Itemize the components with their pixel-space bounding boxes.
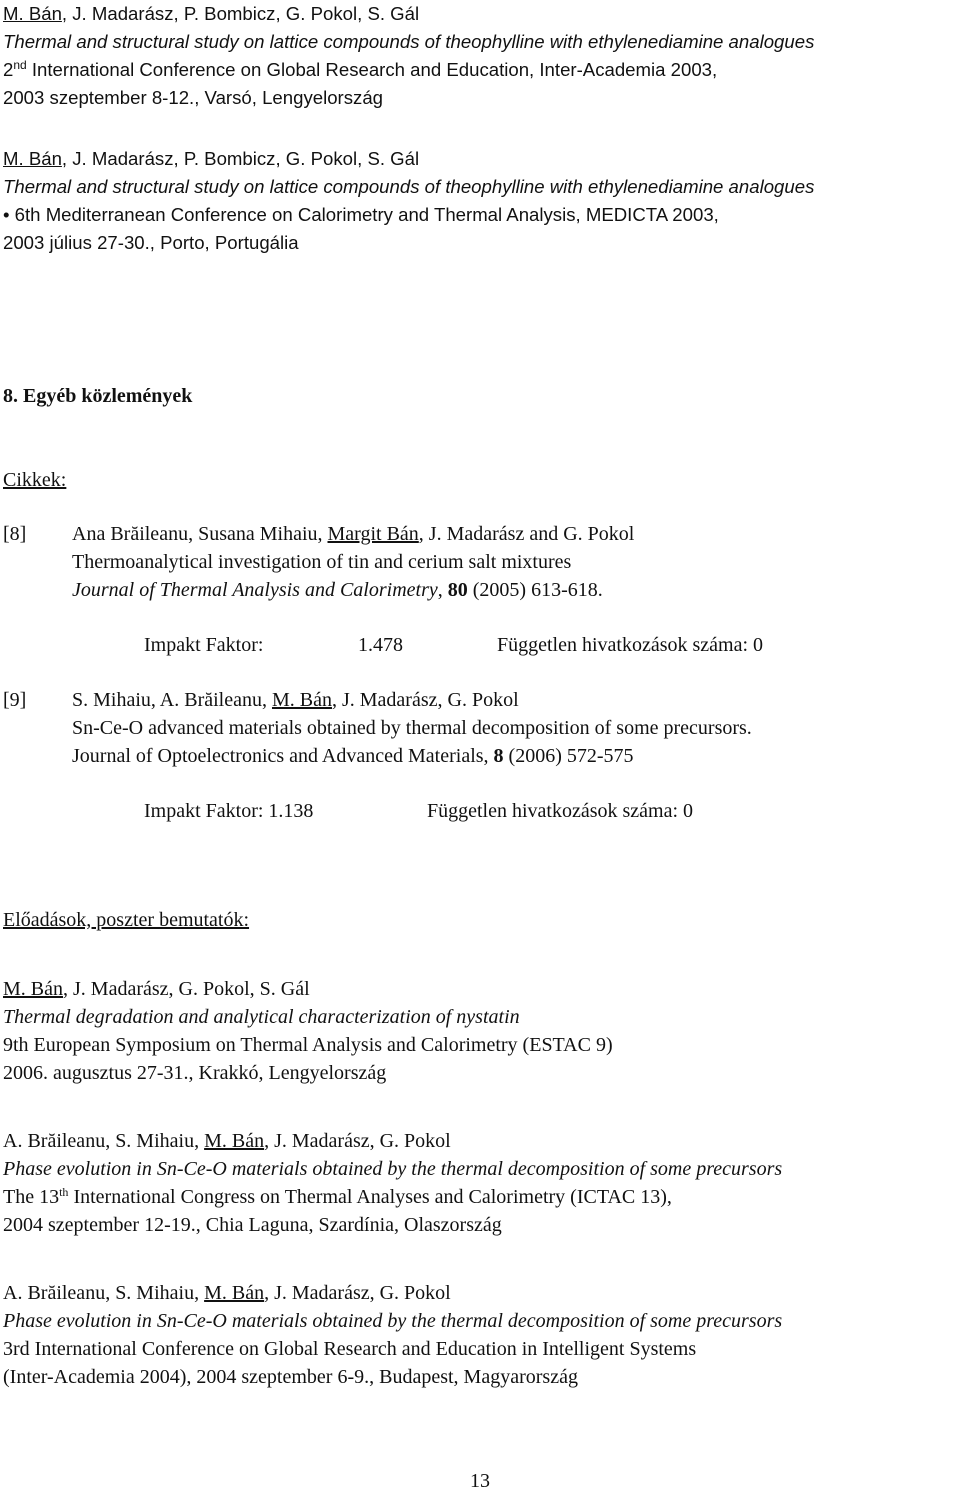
presentation-title: Phase evolution in Sn-Ce-O materials obtained by the thermal decomposition of some precursors [3, 1158, 783, 1180]
article-number: [8] [3, 523, 27, 545]
presentation-venue: 9th European Symposium on Thermal Analysis and Calorimetry (ESTAC 9) [3, 1034, 613, 1056]
presentation-date: (Inter-Academia 2004), 2004 szeptember 6-9., Budapest, Magyarország [3, 1366, 578, 1388]
article-title: Sn-Ce-O advanced materials obtained by thermal decomposition of some precursors. [72, 717, 752, 739]
section-heading: 8. Egyéb közlemények [3, 385, 193, 407]
presentation-title: Phase evolution in Sn-Ce-O materials obtained by the thermal decomposition of some precursors [3, 1310, 783, 1332]
entry-venue: • 6th Mediterranean Conference on Calorimetry and Thermal Analysis, MEDICTA 2003, [3, 204, 719, 225]
articles-heading: Cikkek: [3, 469, 67, 491]
presentation-venue: The 13th International Congress on Thermal Analyses and Calorimetry (ICTAC 13), [3, 1185, 672, 1208]
entry-authors: M. Bán, J. Madarász, P. Bombicz, G. Pokol, S. Gál [3, 3, 420, 24]
page-number: 13 [470, 1470, 490, 1492]
presentation-entry [3, 1279, 782, 1391]
conference-entry [3, 0, 814, 112]
entry-venue: 2nd International Conference on Global Research and Education, Inter-Academia 2003, [3, 58, 718, 80]
citation-count: Független hivatkozások száma: 0 [427, 800, 694, 822]
entry-date: 2003 július 27-30., Porto, Portugália [3, 232, 299, 253]
impact-label: Impakt Faktor: 1.138 [144, 800, 314, 822]
presentation-authors: A. Brăileanu, S. Mihaiu, M. Bán, J. Madarász, G. Pokol [3, 1130, 451, 1152]
entry-date: 2003 szeptember 8-12., Varsó, Lengyelország [3, 87, 384, 108]
article-authors-line: [8] Ana Brăileanu, Susana Mihaiu, Margit Bán, J. Madarász and G. Pokol [3, 520, 953, 548]
article-journal: Journal of Optoelectronics and Advanced Materials, 8 (2006) 572-575 [72, 745, 634, 767]
presentation-authors: M. Bán, J. Madarász, G. Pokol, S. Gál [3, 978, 310, 1000]
article-journal: Journal of Thermal Analysis and Calorimetry, 80 (2005) 613-618. [72, 579, 603, 601]
entry-title: Thermal and structural study on lattice compounds of theophylline with ethylenediamine analogues [3, 31, 815, 52]
article-title: Thermoanalytical investigation of tin and cerium salt mixtures [72, 551, 572, 573]
presentation-date: 2006. augusztus 27-31., Krakkó, Lengyelország [3, 1062, 387, 1084]
impact-label: Impakt Faktor: [144, 634, 264, 656]
article-authors-line: [9] S. Mihaiu, A. Brăileanu, M. Bán, J. Madarász, G. Pokol [3, 686, 953, 714]
presentation-authors: A. Brăileanu, S. Mihaiu, M. Bán, J. Madarász, G. Pokol [3, 1282, 451, 1304]
presentation-title: Thermal degradation and analytical characterization of nystatin [3, 1006, 520, 1028]
article-number: [9] [3, 689, 27, 711]
article-entry [3, 520, 953, 604]
presentations-heading: Előadások, poszter bemutatók: [3, 909, 250, 931]
impact-value: 1.478 [358, 634, 403, 656]
conference-entry [3, 145, 814, 257]
article-entry [3, 686, 953, 770]
presentation-entry [3, 1127, 782, 1239]
entry-title: Thermal and structural study on lattice compounds of theophylline with ethylenediamine analogues [3, 176, 815, 197]
entry-authors: M. Bán, J. Madarász, P. Bombicz, G. Pokol, S. Gál [3, 148, 420, 169]
citation-count: Független hivatkozások száma: 0 [497, 634, 764, 656]
presentation-entry [3, 975, 613, 1087]
presentation-date: 2004 szeptember 12-19., Chia Laguna, Szardínia, Olaszország [3, 1214, 502, 1236]
presentation-venue: 3rd International Conference on Global Research and Education in Intelligent Systems [3, 1338, 697, 1360]
